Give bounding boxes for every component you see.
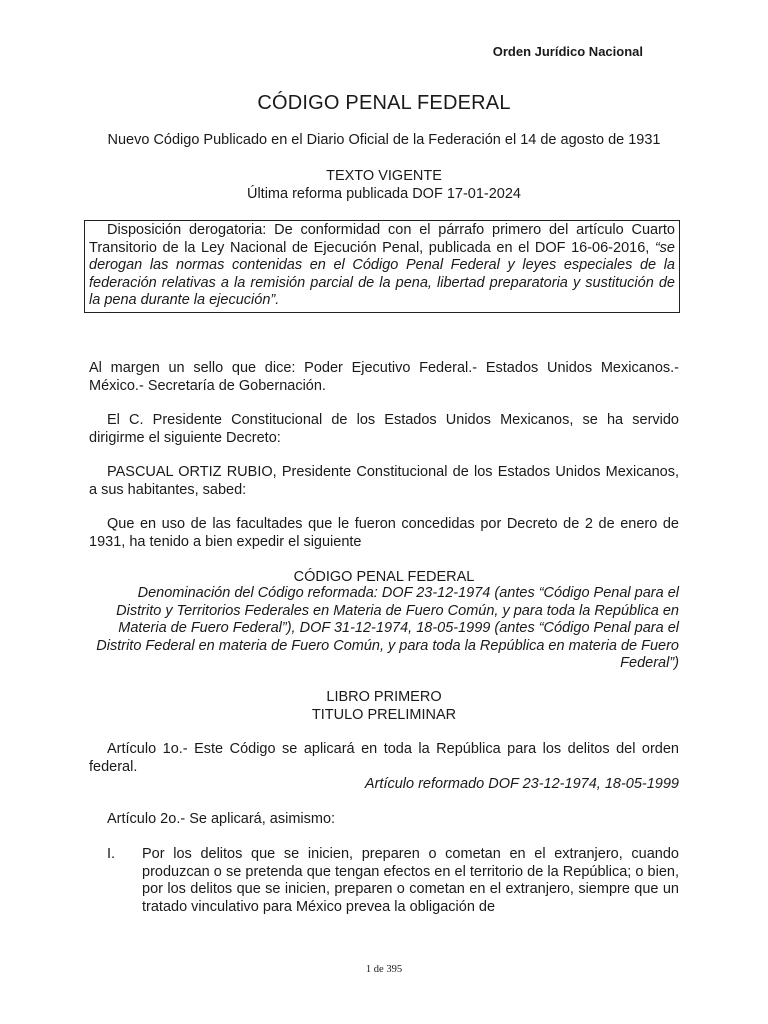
article-2-text: Artículo 2o.- Se aplicará, asimismo: — [107, 811, 336, 827]
article-1-text: Artículo 1o.- Este Código se aplicará en toda la República para los delitos del orden federal. — [89, 741, 679, 775]
page-title: CÓDIGO PENAL FEDERAL — [257, 92, 511, 114]
list-item-text: Por los delitos que se inicien, preparen o cometan en el extranjero, cuando produzcan o se pretenda que tengan efectos en el territorio de la República; o bien, por los delitos que se inicien, preparen o cometan en el extranjero, siempre que un tratado vinculativo para México prevea la obligación de — [142, 846, 679, 915]
article-1 — [89, 741, 679, 776]
paragraph-seal — [89, 360, 679, 395]
paragraph-ortiz-rubio-text: PASCUAL ORTIZ RUBIO, Presidente Constitucional de los Estados Unidos Mexicanos, a sus habitantes, sabed: — [89, 464, 679, 498]
status-line-1: TEXTO VIGENTE — [326, 168, 442, 184]
publication-subtitle: Nuevo Código Publicado en el Diario Oficial de la Federación el 14 de agosto de 1931 — [107, 132, 661, 148]
notice-quote-text: “se derogan las normas contenidas en el Código Penal Federal y leyes especiales de la federación relativas a la remisión parcial de la pena, libertad preparatoria y sustitución de la pena durante la ejecución”. — [89, 239, 675, 309]
notice-plain-text: Disposición derogatoria: De conformidad con el párrafo primero del artículo Cuarto Transitorio de la Ley Nacional de Ejecución Penal, publicada en el DOF 16-06-2016, — [89, 222, 675, 256]
article-2 — [89, 811, 679, 829]
paragraph-ortiz-rubio — [89, 464, 679, 499]
article-1-reform-note: Artículo reformado DOF 23-12-1974, 18-05-1999 — [364, 776, 679, 792]
paragraph-president — [89, 412, 679, 447]
list-item-number: I. — [107, 846, 116, 862]
title-heading: TITULO PRELIMINAR — [311, 707, 457, 723]
derogation-notice-box — [84, 220, 680, 313]
header-org: Orden Jurídico Nacional — [492, 44, 643, 59]
paragraph-seal-text: Al margen un sello que dice: Poder Ejecutivo Federal.- Estados Unidos Mexicanos.- México.- Secretaría de Gobernación. — [89, 360, 679, 394]
paragraph-president-text: El C. Presidente Constitucional de los Estados Unidos Mexicanos, se ha servido dirigirme el siguiente Decreto: — [89, 412, 679, 446]
page-number: 1 de 395 — [365, 964, 403, 975]
denomination-note: Denominación del Código reformada: DOF 23-12-1974 (antes “Código Penal para el Distrito y Territorios Federales en Materia de Fuero Común, y para toda la República en Materia de Fuero Federal”), DOF 31-12-1974, 18-05-1999 (antes “Código Penal para el Distrito Federal en materia de Fuero Común, y para toda la República en materia de Fuero Federal”) — [96, 585, 679, 672]
paragraph-facultades — [89, 516, 679, 551]
book-heading: LIBRO PRIMERO — [326, 689, 442, 705]
list-item — [107, 846, 679, 918]
paragraph-facultades-text: Que en uso de las facultades que le fueron concedidas por Decreto de 2 de enero de 1931, ha tenido a bien expedir el siguiente — [89, 516, 679, 550]
status-line-2: Última reforma publicada DOF 17-01-2024 — [246, 186, 521, 202]
code-title: CÓDIGO PENAL FEDERAL — [293, 569, 475, 585]
